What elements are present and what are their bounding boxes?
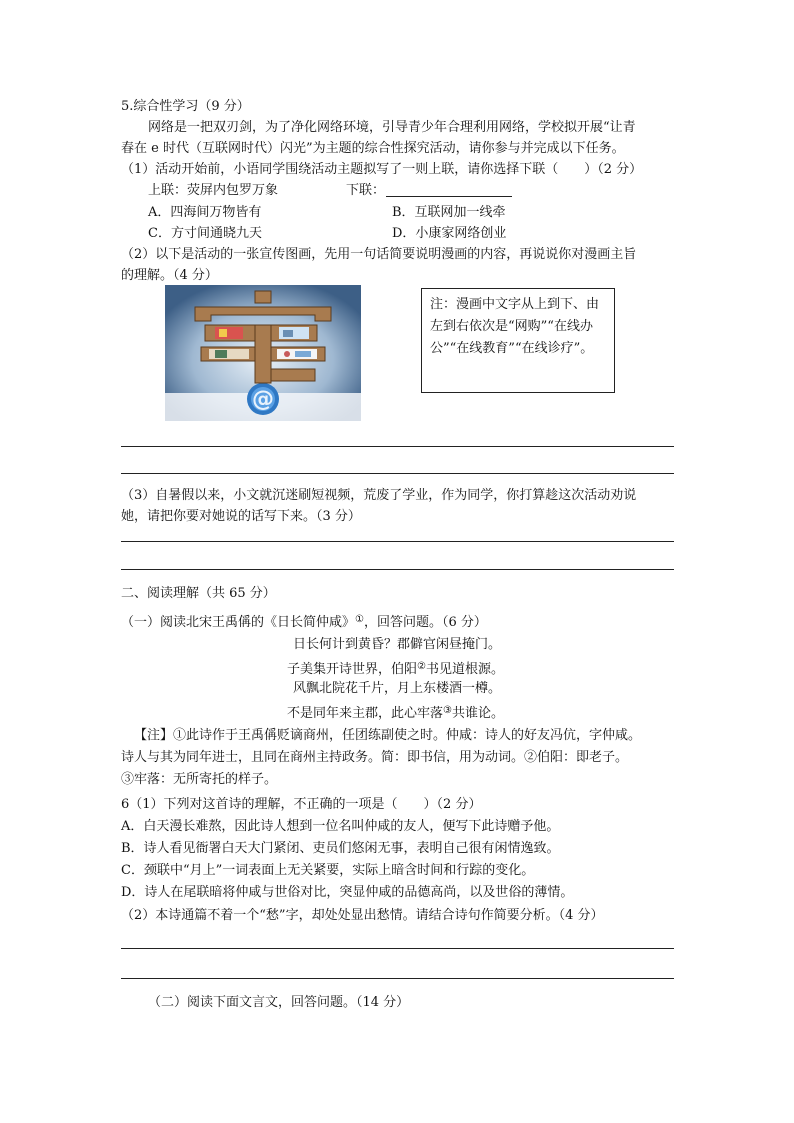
cartoon-window-online-clinic — [277, 349, 317, 359]
question-6-1: 6（1）下列对这首诗的理解，不正确的一项是（ ）（2 分） — [121, 797, 482, 812]
option-a: A．四海间万物皆有 — [148, 205, 262, 220]
answer-6-a: A．白天漫长难熬，因此诗人想到一位名叫仲咸的友人，便写下此诗赠予他。 — [121, 819, 560, 834]
couplet-lower-blank[interactable] — [386, 184, 512, 197]
question-5-1: （1）活动开始前，小语同学围绕活动主题拟写了一则上联，请你选择下联（ ）（2 分） — [121, 162, 643, 177]
section-5-title: 5.综合性学习（9 分） — [121, 99, 250, 114]
poem-note-line-3: ③牢落：无所寄托的样子。 — [121, 772, 278, 787]
question-5-3-line-1: （3）自暑假以来，小文就沉迷刷短视频，荒废了学业，作为同学，你打算趁这次活动劝说 — [121, 488, 637, 503]
at-sign-icon — [247, 383, 279, 415]
answer-line-6-2-b[interactable] — [121, 978, 674, 979]
option-b: B．互联网加一线牵 — [392, 205, 506, 220]
cartoon-illustration — [165, 285, 361, 421]
answer-6-c: C．颈联中“月上”一词表面上无关紧要，实际上暗含时间和行踪的变化。 — [121, 863, 535, 878]
poem-section-heading: （一）阅读北宋王禹偁的《日长简仲咸》①，回答问题。（6 分） — [121, 614, 487, 630]
section-5-intro-line-2: 春在 e 时代（互联网时代）闪光”为主题的综合性探究活动，请你参与并完成以下任务。 — [121, 141, 625, 156]
part-2-title: 二、阅读理解（共 65 分） — [121, 586, 276, 601]
poem-line-1: 日长何计到黄昏？郡僻官闲昼掩门。 — [293, 637, 502, 652]
answer-6-d: D．诗人在尾联暗将仲咸与世俗对比，突显仲咸的品德高尚，以及世俗的薄情。 — [121, 885, 574, 900]
couplet-lower-label: 下联： — [346, 183, 386, 198]
section-5-intro-line-1: 网络是一把双刃剑，为了净化网络环境，引导青少年合理利用网络，学校拟开展“让青 — [148, 120, 636, 135]
answer-line-6-2-a[interactable] — [121, 948, 674, 949]
answer-line-5-2-a[interactable] — [121, 446, 674, 447]
cartoon-window-online-office — [279, 327, 309, 339]
question-5-2-line-1: （2）以下是活动的一张宣传图画，先用一句话简要说明漫画的内容，再说说你对漫画主旨 — [121, 247, 637, 262]
svg-text:@: @ — [252, 387, 274, 412]
cartoon-window-online-education — [209, 349, 249, 359]
poem-line-4: 不是同年来主郡，此心牢落③共谁论。 — [287, 705, 504, 721]
question-5-3-line-2: 她，请把你要对她说的话写下来。（3 分） — [121, 509, 361, 524]
question-6-2: （2）本诗通篇不着一个“愁”字，却处处显出愁情。请结合诗句作简要分析。（4 分） — [121, 908, 604, 923]
cartoon-note-box: 注：漫画中文字从上到下、由左到右依次是“网购”“在线办公”“在线教育”“在线诊疗”。 — [421, 288, 615, 393]
couplet-upper: 上联：荧屏内包罗万象 — [148, 183, 279, 198]
answer-line-5-3-a[interactable] — [121, 541, 674, 542]
classical-text-heading: （二）阅读下面文言文，回答问题。（14 分） — [148, 995, 410, 1010]
answer-line-5-3-b[interactable] — [121, 569, 674, 570]
poem-note-line-1: 【注】①此诗作于王禹偁贬谪商州，任团练副使之时。仲咸：诗人的好友冯伉，字仲咸。 — [134, 728, 642, 743]
question-5-2-line-2: 的理解。（4 分） — [121, 268, 218, 283]
poem-line-2: 子美集开诗世界，伯阳②书见道根源。 — [287, 661, 504, 677]
option-d: D．小康家网络创业 — [392, 226, 507, 241]
answer-6-b: B．诗人看见衙署白天大门紧闭、吏员们悠闲无事，表明自己很有闲情逸致。 — [121, 841, 560, 856]
cartoon-window-online-shopping — [215, 327, 243, 339]
poem-line-3: 风飘北院花千片，月上东楼酒一樽。 — [293, 681, 502, 696]
answer-line-5-2-b[interactable] — [121, 473, 674, 474]
option-c: C．方寸间通晓九天 — [148, 226, 262, 241]
poem-note-line-2: 诗人与其为同年进士，且同在商州主持政务。简：即书信，用为动词。②伯阳：即老子。 — [121, 750, 629, 765]
